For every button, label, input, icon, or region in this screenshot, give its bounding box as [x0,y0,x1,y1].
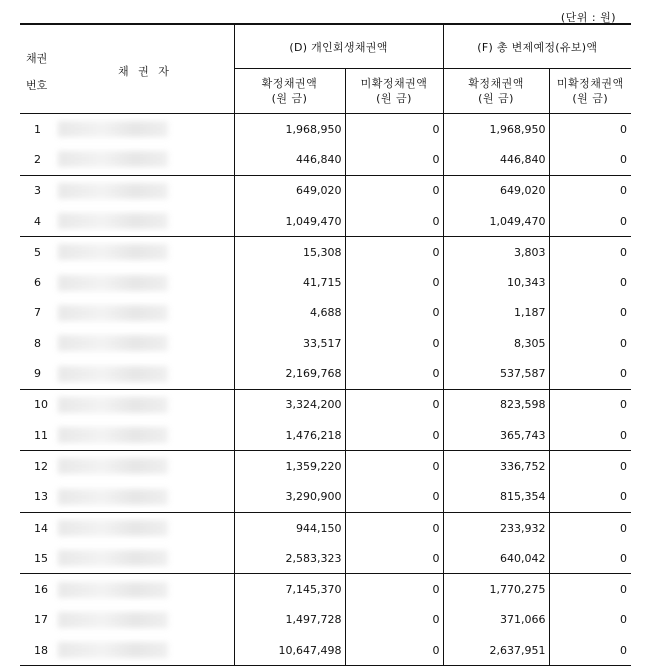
creditor-number: 3 [20,175,56,206]
f-confirmed-amount: 1,049,470 [443,206,549,237]
f-unconfirmed-amount: 0 [549,237,631,268]
redacted-name-blur [58,244,168,260]
f-confirmed-amount: 823,598 [443,389,549,420]
f-confirmed-amount: 8,305 [443,328,549,358]
redacted-name-blur [58,305,168,321]
table-body [20,114,631,666]
f-unconfirmed-amount: 0 [549,512,631,543]
creditor-number: 2 [34,152,41,166]
redacted-name-blur [58,642,168,658]
redacted-name-blur [58,183,168,199]
d-confirmed-amount: 33,517 [234,328,345,358]
d-confirmed-amount: 7,145,370 [234,574,345,605]
header-f-confirmed [443,69,549,114]
redacted-name-blur [58,550,168,566]
header-f-unconfirmed [549,69,631,114]
redacted-name-blur [58,458,168,474]
table-row [20,482,631,513]
d-confirmed-amount: 446,840 [234,144,345,175]
creditor-number: 9 [34,367,41,381]
f-unconfirmed-amount: 0 [620,490,628,504]
table-row [20,358,631,389]
d-unconfirmed-amount: 0 [345,389,443,420]
d-confirmed-amount: 1,476,218 [234,420,345,451]
header-d-unconfirmed-line2: (원 금) [376,92,412,105]
f-unconfirmed-amount: 0 [620,306,628,320]
f-unconfirmed-amount: 0 [620,428,628,442]
f-confirmed-amount: 3,803 [443,237,549,268]
header-no-label-1: 채권 [26,52,48,65]
f-unconfirmed-amount: 0 [620,152,628,166]
f-confirmed-amount: 1,770,275 [443,574,549,605]
f-confirmed-amount: 233,932 [443,512,549,543]
creditor-name-redacted [56,482,234,513]
d-confirmed-amount: 2,169,768 [234,358,345,389]
redacted-name-blur [58,612,168,628]
d-confirmed-amount: 2,583,323 [234,543,345,574]
creditor-number: 16 [20,574,56,605]
d-unconfirmed-amount: 0 [345,635,443,666]
creditor-name-redacted [56,635,234,666]
f-unconfirmed-amount: 0 [620,613,628,627]
creditor-number: 17 [34,613,48,627]
d-confirmed-amount: 41,715 [234,267,345,297]
d-confirmed-amount: 3,290,900 [234,482,345,513]
creditor-number: 1 [34,122,41,136]
d-confirmed-amount: 10,647,498 [234,635,345,666]
f-unconfirmed-amount: 0 [549,451,631,482]
table-row [20,389,631,420]
header-group-f: (F) 총 변제예정(유보)액 [443,24,631,69]
header-d-confirmed [234,69,345,114]
table-row [20,206,631,237]
table-row [20,114,631,145]
creditor-name-redacted [56,267,234,297]
header-d-confirmed-line1: 확정채권액 [261,77,318,90]
header-f-unconfirmed-line1: 미확정채권액 [556,77,624,90]
creditor-name-redacted [56,512,234,543]
d-confirmed-amount: 1,968,950 [234,114,345,145]
redacted-name-blur [58,151,168,167]
d-unconfirmed-amount: 0 [345,267,443,297]
d-unconfirmed-amount: 0 [345,144,443,175]
header-creditor-cell [20,24,234,114]
f-unconfirmed-amount: 0 [549,389,631,420]
f-unconfirmed-amount: 0 [620,367,628,381]
d-unconfirmed-amount: 0 [345,206,443,237]
creditor-number: 6 [34,276,41,290]
creditor-name-redacted [56,237,234,268]
header-d-unconfirmed-line1: 미확정채권액 [360,77,428,90]
redacted-name-blur [58,520,168,536]
header-f-confirmed-line1: 확정채권액 [468,77,524,90]
f-confirmed-amount: 10,343 [443,267,549,297]
creditor-number: 12 [20,451,56,482]
creditor-name-redacted [56,358,234,389]
redacted-name-blur [58,489,168,505]
creditor-name-redacted [56,420,234,451]
header-d-unconfirmed [345,69,443,114]
table-row [20,512,631,543]
d-unconfirmed-amount: 0 [345,543,443,574]
creditor-number: 14 [20,512,56,543]
f-unconfirmed-amount: 0 [620,276,628,290]
creditor-name-redacted [56,328,234,358]
redacted-name-blur [58,366,168,382]
creditor-name-redacted [56,389,234,420]
f-confirmed-amount: 2,637,951 [443,635,549,666]
f-confirmed-amount: 336,752 [443,451,549,482]
redacted-name-blur [58,275,168,291]
f-confirmed-amount: 371,066 [443,605,549,635]
table-row [20,574,631,605]
redacted-name-blur [58,213,168,229]
d-confirmed-amount: 3,324,200 [234,389,345,420]
creditor-number: 7 [34,306,41,320]
f-unconfirmed-amount: 0 [620,122,628,136]
d-unconfirmed-amount: 0 [345,114,443,145]
f-unconfirmed-amount: 0 [620,214,628,228]
unit-label: (단위 : 원) [560,11,616,24]
header-name-label: 채 권 자 [118,65,172,78]
creditor-number: 10 [20,389,56,420]
f-confirmed-amount: 446,840 [443,144,549,175]
creditor-table [20,23,631,666]
f-confirmed-amount: 1,187 [443,298,549,328]
creditor-name-redacted [56,144,234,175]
f-unconfirmed-amount: 0 [549,175,631,206]
f-unconfirmed-amount: 0 [620,551,628,565]
header-no-label-2: 번호 [26,79,48,92]
d-confirmed-amount: 649,020 [234,175,345,206]
d-unconfirmed-amount: 0 [345,451,443,482]
d-unconfirmed-amount: 0 [345,605,443,635]
f-confirmed-amount: 1,968,950 [443,114,549,145]
table-row [20,298,631,328]
f-unconfirmed-amount: 0 [549,635,631,666]
creditor-number: 11 [34,428,48,442]
f-confirmed-amount: 537,587 [443,358,549,389]
creditor-number: 15 [34,551,48,565]
table-row [20,267,631,297]
redacted-name-blur [58,582,168,598]
header-f-unconfirmed-line2: (원 금) [572,92,609,105]
table-row [20,237,631,268]
creditor-name-redacted [56,206,234,237]
creditor-name-redacted [56,605,234,635]
f-unconfirmed-amount: 0 [549,574,631,605]
header-group-d: (D) 개인회생채권액 [234,24,443,69]
table-row [20,605,631,635]
f-unconfirmed-amount: 0 [620,336,628,350]
redacted-name-blur [58,121,168,137]
creditor-name-redacted [56,574,234,605]
redacted-name-blur [58,397,168,413]
creditor-number: 13 [34,490,48,504]
d-unconfirmed-amount: 0 [345,298,443,328]
table-header [20,24,631,114]
table-row [20,543,631,574]
d-unconfirmed-amount: 0 [345,420,443,451]
d-unconfirmed-amount: 0 [345,512,443,543]
header-f-confirmed-line2: (원 금) [478,92,514,105]
d-unconfirmed-amount: 0 [345,482,443,513]
d-confirmed-amount: 1,049,470 [234,206,345,237]
creditor-number: 4 [34,214,41,228]
creditor-number: 18 [20,635,56,666]
creditor-number: 8 [34,336,41,350]
f-confirmed-amount: 640,042 [443,543,549,574]
d-unconfirmed-amount: 0 [345,328,443,358]
table-row [20,451,631,482]
d-confirmed-amount: 4,688 [234,298,345,328]
table-row [20,328,631,358]
creditor-name-redacted [56,543,234,574]
d-confirmed-amount: 1,359,220 [234,451,345,482]
f-confirmed-amount: 365,743 [443,420,549,451]
f-confirmed-amount: 649,020 [443,175,549,206]
d-confirmed-amount: 15,308 [234,237,345,268]
table-row [20,175,631,206]
creditor-name-redacted [56,451,234,482]
d-confirmed-amount: 1,497,728 [234,605,345,635]
f-confirmed-amount: 815,354 [443,482,549,513]
creditor-name-redacted [56,298,234,328]
d-unconfirmed-amount: 0 [345,175,443,206]
d-unconfirmed-amount: 0 [345,574,443,605]
header-d-confirmed-line2: (원 금) [271,92,308,105]
redacted-name-blur [58,335,168,351]
creditor-name-redacted [56,175,234,206]
creditor-name-redacted [56,114,234,145]
table-row [20,144,631,175]
table-row [20,420,631,451]
d-confirmed-amount: 944,150 [234,512,345,543]
table-row [20,635,631,666]
d-unconfirmed-amount: 0 [345,237,443,268]
d-unconfirmed-amount: 0 [345,358,443,389]
redacted-name-blur [58,427,168,443]
creditor-number: 5 [20,237,56,268]
